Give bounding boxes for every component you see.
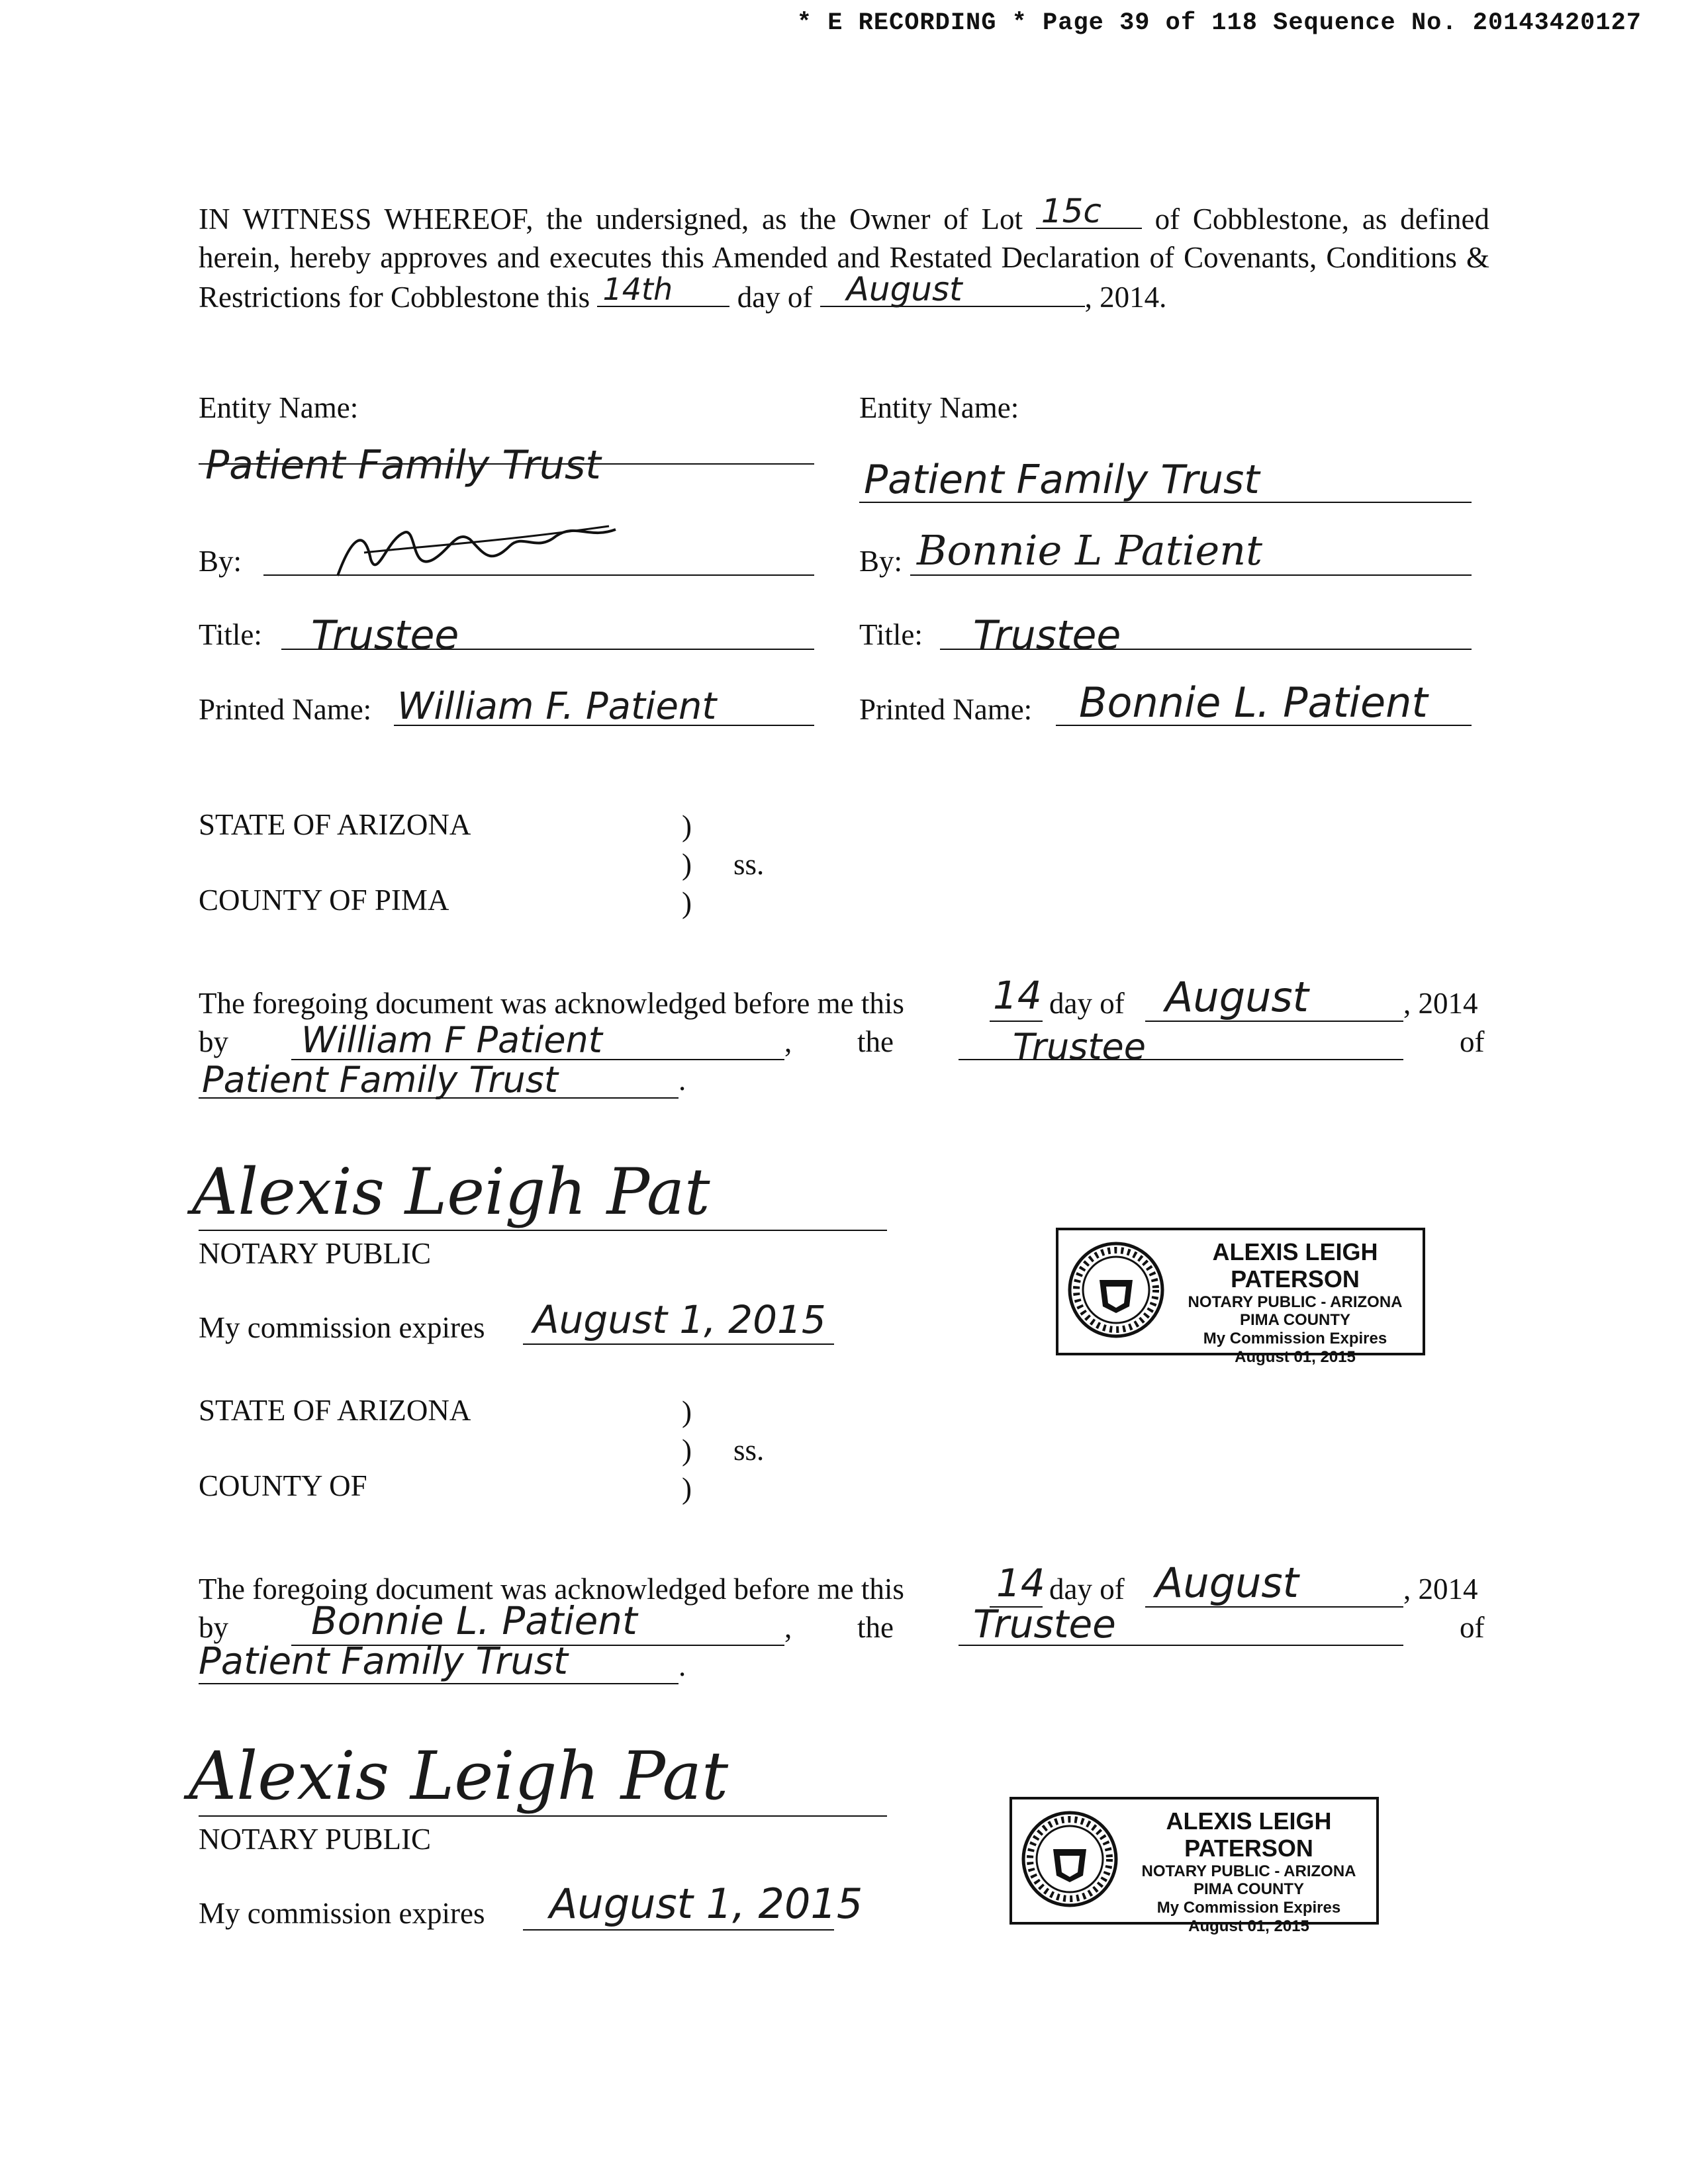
- left-entity-handwritten: Patient Family Trust: [205, 442, 601, 488]
- ack1-of: of: [1460, 1025, 1485, 1058]
- ack2-title-handwritten: Trustee: [973, 1602, 1116, 1647]
- witness-day-field: [597, 271, 729, 307]
- notary2-label: NOTARY PUBLIC: [199, 1823, 432, 1856]
- notary1-signature: Alexis Leigh Pat: [192, 1155, 710, 1229]
- notary2-signature-line: [199, 1815, 887, 1817]
- notary2-commission-line: [523, 1929, 834, 1931]
- ack1-month-handwritten: August: [1165, 973, 1309, 1021]
- ack1-name-handwritten: William F Patient: [301, 1019, 602, 1061]
- ack2-name-handwritten: Bonnie L. Patient: [311, 1598, 637, 1643]
- venue1-paren-3: ): [682, 886, 692, 919]
- stamp2-line1: NOTARY PUBLIC - ARIZONA: [1141, 1862, 1356, 1880]
- witness-text-1: IN WITNESS WHEREOF, the undersigned, as the Owner of Lot: [199, 203, 1023, 236]
- ack2-period: .: [679, 1649, 686, 1682]
- notary2-commission-handwritten: August 1, 2015: [549, 1880, 863, 1928]
- notary-seal-1-icon: [1066, 1240, 1166, 1340]
- right-title-handwritten: Trustee: [973, 612, 1121, 659]
- stamp2-line4: August 01, 2015: [1188, 1917, 1309, 1935]
- right-printed-handwritten: Bonnie L. Patient: [1079, 678, 1428, 727]
- ack2-month-handwritten: August: [1155, 1559, 1299, 1607]
- venue2-paren-1: ): [682, 1395, 692, 1428]
- stamp2-line2: PIMA COUNTY: [1193, 1880, 1305, 1899]
- witness-month-field: [820, 270, 1085, 308]
- ack1-title-handwritten: Trustee: [1013, 1026, 1146, 1068]
- ack1-the: the: [857, 1025, 894, 1058]
- stamp2-name: ALEXIS LEIGH PATERSON: [1166, 1807, 1332, 1862]
- ack2-text-2: day of: [1049, 1572, 1125, 1606]
- left-printed-handwritten: William F. Patient: [397, 685, 717, 728]
- ack1-text-1: The foregoing document was acknowledged before me this: [199, 987, 904, 1020]
- stamp2-line3: My Commission Expires: [1156, 1898, 1341, 1917]
- ack1-entity-handwritten: Patient Family Trust: [202, 1059, 559, 1101]
- notary1-label: NOTARY PUBLIC: [199, 1237, 432, 1270]
- lot-number-field: [1036, 192, 1142, 230]
- ack2-comma: ,: [784, 1611, 792, 1644]
- left-title-handwritten: Trustee: [311, 612, 459, 659]
- ack1-period: .: [679, 1064, 686, 1097]
- venue1-state: STATE OF ARIZONA: [199, 808, 471, 841]
- stamp1-text: [1171, 1238, 1419, 1366]
- ack1-comma: ,: [784, 1025, 792, 1058]
- witness-text-2: of Cobblestone, as defined herein, hereby approves and executes this Amended and Restated Declaration of Covenants, Conditions & Restrictions for Cobblestone this: [199, 203, 1490, 314]
- notary-stamp-1: [1056, 1228, 1425, 1366]
- right-printed-label: Printed Name:: [859, 693, 1033, 726]
- right-entity-handwritten: Patient Family Trust: [864, 457, 1260, 503]
- ack2-entity-line: [199, 1683, 679, 1684]
- witness-text-3: day of: [737, 281, 813, 314]
- notary1-signature-line: [199, 1230, 887, 1231]
- right-title-label: Title:: [859, 618, 923, 651]
- ack2-text-1: The foregoing document was acknowledged before me this: [199, 1572, 904, 1606]
- witness-day-handwritten: 14th: [602, 271, 673, 307]
- stamp1-line1: NOTARY PUBLIC - ARIZONA: [1188, 1293, 1403, 1311]
- ack2-the: the: [857, 1611, 894, 1644]
- venue1-ss: ss.: [733, 848, 765, 881]
- recording-header: * E RECORDING * Page 39 of 118 Sequence No. 20143420127: [796, 9, 1642, 37]
- stamp1-line3: My Commission Expires: [1203, 1329, 1387, 1347]
- notary2-commission-label: My commission expires: [199, 1897, 485, 1930]
- notary2-signature: Alexis Leigh Pat: [189, 1737, 729, 1815]
- left-signature: [324, 513, 629, 589]
- venue2-ss: ss.: [733, 1433, 765, 1467]
- witness-year: 2014.: [1100, 281, 1167, 314]
- venue1-paren-1: ): [682, 809, 692, 842]
- left-title-label: Title:: [199, 618, 262, 651]
- left-signature-scribble: [324, 513, 629, 586]
- ack2-day-handwritten: 14: [996, 1561, 1045, 1606]
- left-entity-label: Entity Name:: [199, 391, 359, 424]
- notary-stamp-2: [1009, 1797, 1379, 1935]
- right-entity-label: Entity Name:: [859, 391, 1019, 424]
- witness-paragraph: IN WITNESS WHEREOF, the undersigned, as the Owner of Lot 15c of Cobblestone, as defined herein, hereby approves and executes this Amended and Restated Declaration of Covenants, Conditions & Restrictions for Cobblestone this 14th day of August , 2014.: [199, 192, 1490, 314]
- ack1-year: , 2014: [1403, 987, 1478, 1020]
- ack2-year: , 2014: [1403, 1572, 1478, 1606]
- venue1-paren-2: ): [682, 848, 692, 881]
- notary1-commission-label: My commission expires: [199, 1311, 485, 1344]
- right-signature: Bonnie L Patient: [917, 526, 1263, 574]
- notary1-commission-handwritten: August 1, 2015: [533, 1297, 826, 1342]
- notary-seal-2-icon: [1020, 1809, 1119, 1909]
- ack1-day-line: [990, 1021, 1043, 1022]
- venue2-state: STATE OF ARIZONA: [199, 1394, 471, 1427]
- notary1-commission-line: [523, 1343, 834, 1345]
- witness-month-handwritten: August: [846, 270, 962, 308]
- ack1-by: by: [199, 1025, 228, 1058]
- venue2-paren-3: ): [682, 1472, 692, 1505]
- venue2-county: COUNTY OF: [199, 1469, 367, 1502]
- ack1-day-handwritten: 14: [993, 973, 1042, 1018]
- venue1-county: COUNTY OF PIMA: [199, 884, 449, 917]
- stamp1-line2: PIMA COUNTY: [1239, 1311, 1351, 1330]
- right-by-line: [910, 574, 1472, 576]
- right-by-label: By:: [859, 545, 903, 578]
- stamp2-text: [1125, 1807, 1373, 1935]
- lot-number-handwritten: 15c: [1041, 192, 1102, 230]
- ack2-by: by: [199, 1611, 228, 1644]
- left-by-label: By:: [199, 545, 242, 578]
- venue2-paren-2: ): [682, 1433, 692, 1467]
- left-printed-label: Printed Name:: [199, 693, 372, 726]
- stamp1-line4: August 01, 2015: [1235, 1347, 1356, 1366]
- ack1-text-2: day of: [1049, 987, 1125, 1020]
- ack2-entity-handwritten: Patient Family Trust: [199, 1640, 568, 1683]
- stamp1-name: ALEXIS LEIGH PATERSON: [1212, 1238, 1378, 1293]
- ack2-of: of: [1460, 1611, 1485, 1644]
